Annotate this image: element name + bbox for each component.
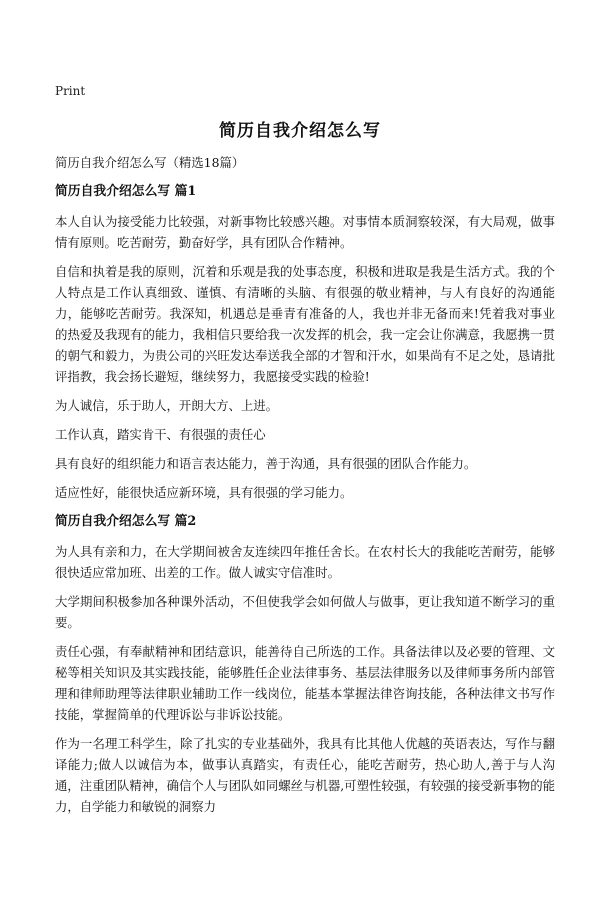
- section-1: [55, 181, 555, 503]
- section-heading: 简历自我介绍怎么写 篇1: [55, 184, 197, 199]
- paragraph: 为人诚信，乐于助人，开朗大方、上进。: [55, 398, 279, 413]
- paragraph: 工作认真，踏实肯干、有很强的责任心: [55, 427, 266, 442]
- paragraph: 大学期间积极参加各种课外活动，不但使我学会如何做人与做事，更让我知道不断学习的重要。: [55, 594, 555, 630]
- paragraph: 适应性好，能很快适应新环境，具有很强的学习能力。: [55, 485, 353, 500]
- paragraph: 自信和执着是我的原则，沉着和乐观是我的处事态度，积极和进取是我是生活方式。我的个人特点是工作认真细致、谨慎、有清晰的头脑、有很强的敬业精神，与人有良好的沟通能力，能够吃苦耐劳。我深知，机遇总是垂青有准备的人，我也并非无备而来!凭着我对事业的热爱及我现有的能力，我相信只要给我一次发挥的机会，我一定会让你满意，我愿携一贯的朝气和毅力，为贵公司的兴旺发达奉送我全部的才智和汗水，如果尚有不足之处，恳请批评指教，我会扬长避短，继续努力，我愿接受实践的检验!: [55, 264, 555, 384]
- document-subtitle: 简历自我介绍怎么写（精选18篇）: [55, 155, 245, 170]
- paragraph: 具有良好的组织能力和语言表达能力，善于沟通，具有很强的团队合作能力。: [55, 456, 477, 471]
- paragraph: 作为一名理工科学生，除了扎实的专业基础外，我具有比其他人优越的英语表达，写作与翻译能力;做人以诚信为本，做事认真踏实，有责任心，能吃苦耐劳，热心助人,善于与人沟通，注重团队精神，确信个人与团队如同螺丝与机器,可塑性较强，有较强的接受新事物的能力，自学能力和敏锐的洞察力: [55, 736, 555, 814]
- paragraph: 本人自认为接受能力比较强，对新事物比较感兴趣。对事情本质洞察较深，有大局观，做事情有原则。吃苦耐劳，勤奋好学，具有团队合作精神。: [55, 214, 555, 250]
- document-body: [55, 152, 555, 825]
- paragraph: 为人具有亲和力，在大学期间被舍友连续四年推任舍长。在农村长大的我能吃苦耐劳，能够很快适应常加班、出差的工作。做人诚实守信准时。: [55, 544, 555, 580]
- page-title: 简历自我介绍怎么写: [219, 121, 381, 141]
- section-heading: 简历自我介绍怎么写 篇2: [55, 514, 197, 529]
- section-2: [55, 511, 555, 817]
- print-link[interactable]: Print: [55, 84, 86, 98]
- paragraph: 责任心强，有奉献精神和团结意识，能善待自己所选的工作。具备法律以及必要的管理、文秘等相关知识及其实践技能，能够胜任企业法律事务、基层法律服务以及律师事务所内部管理和律师助理等法律职业辅助工作一线岗位，能基本掌握法律咨询技能，各种法律文书写作技能，掌握简单的代理诉讼与非诉讼技能。: [55, 644, 555, 722]
